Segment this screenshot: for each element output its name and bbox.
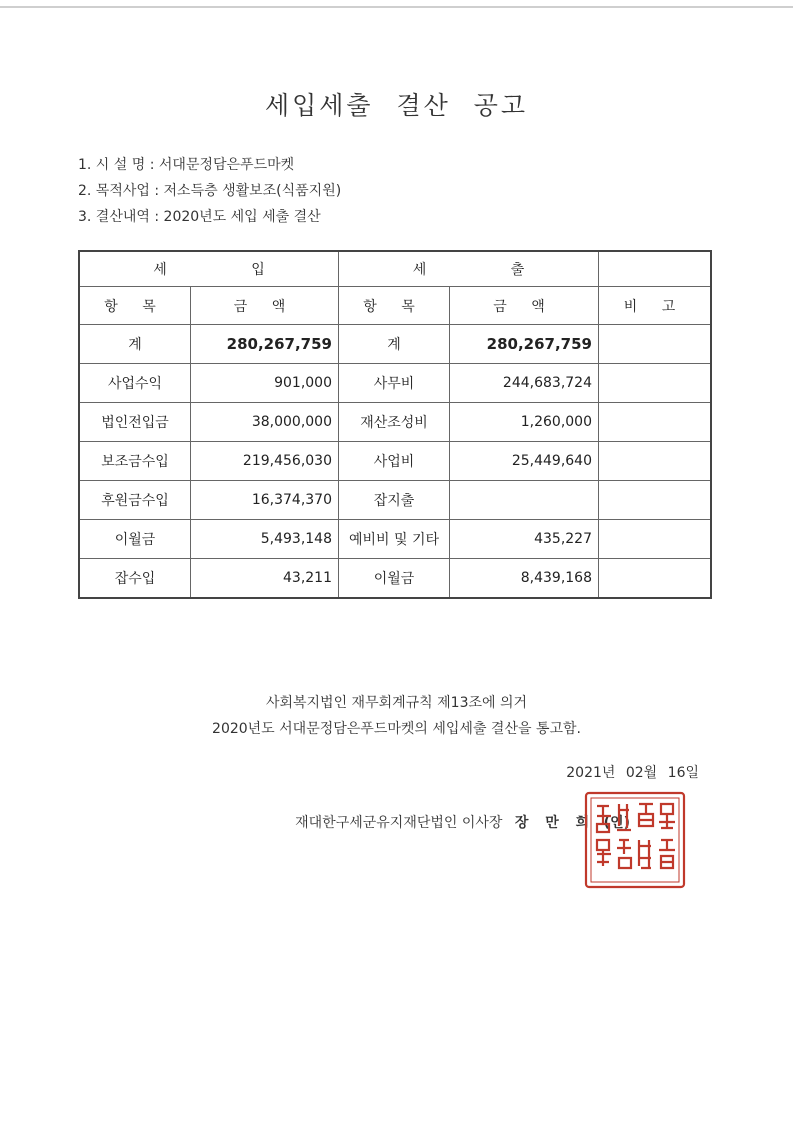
expense-header: 세 출 [339, 251, 599, 287]
table-row [79, 403, 711, 442]
revenue-header: 세 입 [79, 251, 339, 287]
exp-item: 잡지출 [339, 481, 450, 520]
seal-mark: (인) [603, 815, 630, 831]
settlement-table-wrap [78, 250, 712, 599]
seal-glyph [617, 804, 631, 830]
exp-amount: 8,439,168 [450, 559, 599, 599]
seal-glyph [597, 806, 611, 832]
signer-title: 재대한구세군유지재단법인 이사장 [295, 815, 503, 831]
exp-amount: 435,227 [450, 520, 599, 559]
note [599, 481, 712, 520]
exp-item: 사업비 [339, 442, 450, 481]
table-column-row [79, 287, 711, 325]
exp-item: 이월금 [339, 559, 450, 599]
col-rev-amount: 금 액 [191, 287, 339, 325]
exp-item: 사무비 [339, 364, 450, 403]
info-label: 2. 목적사업 : [78, 183, 160, 199]
col-exp-amount: 금 액 [450, 287, 599, 325]
note [599, 364, 712, 403]
rev-item: 법인전입금 [79, 403, 191, 442]
table-row-total [79, 325, 711, 364]
exp-amount: 1,260,000 [450, 403, 599, 442]
rev-amount: 280,267,759 [191, 325, 339, 364]
signer-name: 장 만 희 [514, 815, 596, 831]
seal-glyph [597, 840, 611, 866]
table-row [79, 442, 711, 481]
signer [295, 812, 630, 832]
page-title: 세입세출 결산 공고 [264, 91, 529, 120]
rev-item: 보조금수입 [79, 442, 191, 481]
table-row [79, 364, 711, 403]
note [599, 325, 712, 364]
rev-item: 후원금수입 [79, 481, 191, 520]
rev-item: 이월금 [79, 520, 191, 559]
exp-amount: 244,683,724 [450, 364, 599, 403]
info-value: 2020년도 세입 세출 결산 [163, 209, 321, 225]
note [599, 559, 712, 599]
exp-amount [450, 481, 599, 520]
note [599, 403, 712, 442]
notice-date: 2021년 02월 16일 [566, 765, 699, 781]
exp-item: 계 [339, 325, 450, 364]
info-label: 3. 결산내역 : [78, 209, 160, 225]
settlement-table [78, 250, 712, 599]
legal-basis [0, 690, 793, 742]
exp-amount: 280,267,759 [450, 325, 599, 364]
exp-item: 재산조성비 [339, 403, 450, 442]
info-facility [78, 152, 341, 178]
basis-line: 사회복지법인 재무회계규칙 제13조에 의거 [265, 695, 528, 711]
exp-amount: 25,449,640 [450, 442, 599, 481]
rev-amount: 219,456,030 [191, 442, 339, 481]
info-purpose [78, 178, 341, 204]
rev-amount: 38,000,000 [191, 403, 339, 442]
rev-amount: 16,374,370 [191, 481, 339, 520]
col-note: 비 고 [599, 287, 712, 325]
table-row [79, 559, 711, 599]
info-settlement [78, 204, 341, 230]
seal-glyph [659, 804, 675, 828]
exp-item: 예비비 및 기타 [339, 520, 450, 559]
info-value: 저소득층 생활보조(식품지원) [163, 183, 342, 199]
rev-amount: 901,000 [191, 364, 339, 403]
rev-item: 잡수입 [79, 559, 191, 599]
rev-item: 계 [79, 325, 191, 364]
col-rev-item: 항 목 [79, 287, 191, 325]
info-value: 서대문정담은푸드마켓 [158, 157, 295, 173]
header-blank-cell [599, 251, 712, 287]
rev-amount: 43,211 [191, 559, 339, 599]
seal-strokes [586, 793, 684, 887]
basis-line: 2020년도 서대문정담은푸드마켓의 세입세출 결산을 통고함. [212, 721, 581, 737]
rev-item: 사업수익 [79, 364, 191, 403]
official-seal-icon [583, 790, 687, 890]
note [599, 442, 712, 481]
rev-amount: 5,493,148 [191, 520, 339, 559]
table-row [79, 481, 711, 520]
seal-glyph [617, 840, 631, 868]
col-exp-item: 항 목 [339, 287, 450, 325]
seal-glyph [659, 840, 675, 868]
table-row [79, 520, 711, 559]
top-rule [0, 6, 793, 8]
note [599, 520, 712, 559]
seal-glyph [639, 840, 651, 868]
info-list [78, 152, 341, 230]
seal-glyph [639, 804, 653, 826]
info-label: 1. 시 설 명 : [78, 157, 155, 173]
table-header-row [79, 251, 711, 287]
